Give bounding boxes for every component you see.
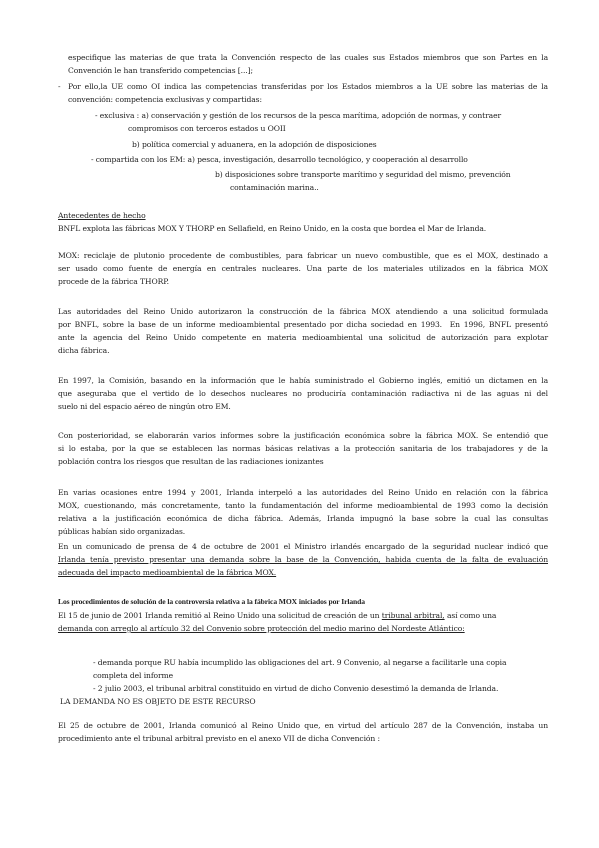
irlanda-line-4: públicas habían sido organizadas.	[58, 527, 186, 536]
intro-line-3: Por ello,la UE como OI indica las competencias transferidas por los Estados miembros a la UE sobre las materias de la	[68, 82, 548, 91]
comunicado-line-3: adecuada del impacto medioambiental de la fábrica MOX.	[58, 568, 277, 577]
mox-p-line-2: ser usado como fuente de energía en centrales nucleares. Una parte de los materiales utilizados en la fábrica MOX	[58, 264, 548, 273]
procedimientos-line-3: - demanda porque RU había incumplido las obligaciones del art. 9 Convenio, al negarse a facilitarle una copia	[93, 658, 507, 667]
autoridades-line-3: ante la agencia del Reino Unido competente en materia medioambiental una solicitud de autorización para explotar	[58, 333, 548, 342]
procedimientos-line-4: completa del informe	[93, 671, 174, 680]
mox-p-line-1: MOX: reciclaje de plutonio procedente de combustibles, para fabricar un nuevo combustible, que es el MOX, destinado a	[58, 251, 548, 260]
procedimientos-line-7: El 25 de octubre de 2001, Irlanda comunicó al Reino Unido que, en virtud del artículo 287 de la Convención, instaba un	[58, 721, 548, 730]
intro-line-6: compromisos con terceros estados u OOII	[128, 124, 286, 133]
intro-line-9: b) disposiciones sobre transporte marítimo y seguridad del mismo, prevención	[215, 170, 511, 179]
tribunal-arbitral-term: tribunal arbitral,	[381, 611, 445, 620]
procedimientos-line-2: demanda con arreglo al artículo 32 del Convenio sobre protección del medio marino del Nordeste Atlántico:	[58, 624, 465, 633]
procedimientos-line-1-c: así como una	[444, 611, 497, 620]
antecedentes-p1: BNFL explota las fábricas MOX Y THORP en Sellafield, en Reino Unido, en la costa que bordea el Mar de Irlanda.	[58, 224, 487, 233]
comision-line-1: En 1997, la Comisión, basando en la información que le había suministrado el Gobierno inglés, emitió un dictamen en la	[58, 376, 548, 385]
autoridades-line-4: dicha fábrica.	[58, 346, 110, 355]
antecedentes-heading: Antecedentes de hecho	[58, 211, 146, 220]
intro-line-10: contaminación marina..	[230, 183, 319, 192]
comision-line-2: que aseguraba que el vertido de lo desechos nucleares no produciría contaminación radiactiva ni de las aguas ni del	[58, 389, 548, 398]
comunicado-line-2: Irlanda tenía previsto presentar una demanda sobre la base de la Convención, habida cuenta de la falta de evaluación	[58, 555, 548, 564]
intro-line-1: especifique las materias de que trata la Convención respecto de las cuales sus Estados miembros que son Partes en la	[68, 53, 548, 62]
bullet-mark: -	[58, 82, 61, 91]
informes-line-2: si lo estaba, por la que se establecen las normas básicas relativas a la protección sanitaria de los trabajadores y de la	[58, 444, 548, 453]
procedimientos-heading: Los procedimientos de solución de la controversia relativa a la fábrica MOX iniciados por Irlanda	[58, 597, 365, 606]
procedimientos-line-6: LA DEMANDA NO ES OBJETO DE ESTE RECURSO	[60, 697, 256, 706]
irlanda-line-2: MOX, cuestionando, más concretamente, tanto la fundamentación del informe medioambiental de 1993 como la decisión	[58, 501, 548, 510]
mox-p-line-3: procede de la fábrica THORP.	[58, 277, 169, 286]
procedimientos-line-1-a: El 15 de junio de 2001 Irlanda remitió al Reino Unido una solicitud de creación de un	[58, 611, 382, 620]
procedimientos-line-5: - 2 julio 2003, el tribunal arbitral constituido en virtud de dicho Convenio desestimó la demanda de Irlanda.	[93, 684, 499, 693]
intro-line-5: - exclusiva : a) conservación y gestión de los recursos de la pesca marítima, adopción de normas, y contraer	[95, 111, 501, 120]
intro-line-7: b) política comercial y aduanera, en la adopción de disposiciones	[132, 140, 377, 149]
procedimientos-line-8: procedimiento ante el tribunal arbitral previsto en el anexo VII de dicha Convención :	[58, 734, 380, 743]
autoridades-line-2: por BNFL, sobre la base de un informe medioambiental presentado por dicha sociedad en 1993. En 1996, BNFL presentó	[58, 320, 548, 329]
informes-line-1: Con posterioridad, se elaborarán varios informes sobre la justificación económica sobre la fábrica MOX. Se entendió que	[58, 431, 548, 440]
informes-line-3: población contra los riesgos que resultan de las radiaciones ionizantes	[58, 457, 324, 466]
irlanda-line-3: relativa a la justificación económica de dicha fábrica. Además, Irlanda impugnó la base sobre la cual las consultas	[58, 514, 548, 523]
intro-line-4: convención: competencia exclusivas y compartidas:	[68, 95, 262, 104]
comunicado-line-1: En un comunicado de prensa de 4 de octubre de 2001 el Ministro irlandés encargado de la seguridad nuclear indicó que	[58, 542, 548, 551]
intro-line-8: - compartida con los EM: a) pesca, investigación, desarrollo tecnológico, y cooperación al desarrollo	[91, 155, 468, 164]
procedimientos-line-1	[58, 611, 548, 621]
autoridades-line-1: Las autoridades del Reino Unido autorizaron la construcción de la fábrica MOX atendiendo a una solicitud formulada	[58, 307, 548, 316]
intro-line-2: Convención le han transferido competencias [...];	[68, 66, 253, 75]
comision-line-3: suelo ni del espacio aéreo de ningún otro EM.	[58, 402, 231, 411]
irlanda-line-1: En varias ocasiones entre 1994 y 2001, Irlanda interpeló a las autoridades del Reino Unido en relación con la fábrica	[58, 488, 548, 497]
